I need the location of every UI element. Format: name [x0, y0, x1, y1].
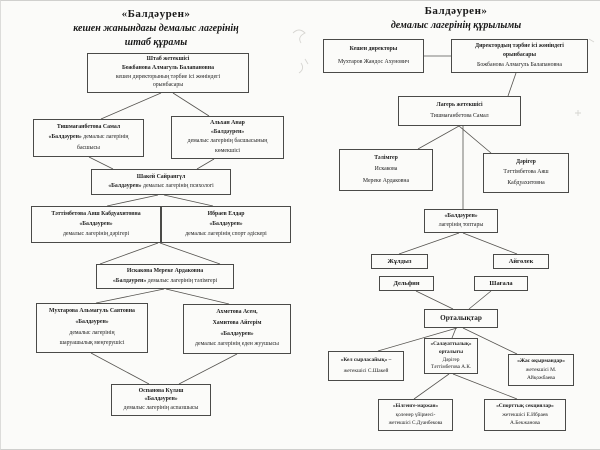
org-box-text-line: орынбасары	[152, 82, 184, 89]
org-box-text-line: Мереке Ардаковна	[362, 177, 410, 184]
org-box-text-line: «Балдәурен»	[79, 220, 113, 227]
org-box-text-line: жетекшісі С.Шакей	[343, 368, 389, 375]
org-box-text-line: Штаб жетекшісі	[146, 56, 190, 63]
org-box-text-line: демалыс лагерінің дәрігері	[62, 230, 130, 237]
org-box-text-line: Дельфин	[393, 279, 420, 287]
org-box-text-line: жетекшісі С.Дуанбекова	[388, 420, 443, 427]
org-box-text-line: Кешен директоры	[349, 46, 398, 53]
org-box-counselor-right	[339, 149, 433, 191]
org-box-doctor-left	[31, 206, 161, 243]
org-box-text-line: көмекшісі	[214, 147, 241, 154]
org-box-text-line: Тәттімбетова Аяш Кабдуахитовна	[51, 210, 141, 217]
org-box-text-line: Тишмағанбетова Самал	[56, 124, 121, 131]
org-box-text-line: Мухтаров Жандос Ахунович	[337, 58, 410, 65]
org-box-text-line: Искакова Мереке Ардаковна	[126, 268, 204, 275]
org-box-text-line: жетекшісі М.	[525, 366, 557, 373]
org-box-text-line: Ахметова Асем,	[216, 309, 258, 316]
org-box-text-line: Альхан Анар	[210, 120, 245, 126]
org-box-text-line: Дәрігер	[516, 158, 536, 165]
org-box-text-line: Божбанова Алмагуль Балапановна	[121, 65, 215, 72]
org-box-text-line: «Кел сырласайық» –	[340, 357, 392, 364]
org-box-text-line: «Жас оқырмандар»	[517, 357, 565, 364]
org-box-center-bilgenge	[378, 399, 453, 431]
org-box-text-line: демалыс лагерінің спорт әдіскері	[185, 230, 267, 237]
right-title-line: Балдәурен»	[424, 5, 488, 17]
org-box-text-line: А.Бекжанова	[510, 420, 540, 427]
org-box-text-line: Ибраев Елдар	[207, 210, 245, 217]
org-box-text-line: кешен директорының тәрбие ісі жөніндегі	[115, 73, 221, 80]
org-box-psychologist	[91, 169, 231, 195]
org-box-text-line: «Балдәурен»	[444, 212, 478, 219]
org-box-group-shagala	[474, 276, 528, 291]
org-box-cleaners	[183, 304, 291, 354]
org-box-deputy-director	[451, 39, 588, 73]
org-box-text-line: Айқожбаева	[526, 375, 555, 382]
org-box-camp-chief	[33, 119, 144, 157]
org-box-text-line: «Балдәурен» демалыс лагерінің психологі	[108, 183, 214, 190]
org-box-text-line: лагерінің топтары	[438, 221, 484, 228]
org-box-text-line: «Салауаттылық»	[430, 341, 472, 348]
org-box-text-line: «Балдәурен»	[144, 396, 178, 403]
org-box-text-line: «Балдәурен» демалыс лагерінің	[48, 134, 129, 141]
left-title-line: «Балдәурен»	[121, 8, 191, 20]
org-box-text-line: Тәттімбетова Аяш	[503, 169, 549, 176]
org-box-group-aigolek	[493, 254, 549, 269]
org-box-center-kel	[328, 351, 404, 381]
org-box-text-line: шаруашылық меңгерушісі	[59, 340, 125, 347]
org-box-text-line: «Спорттық секциялар»	[496, 402, 554, 409]
org-box-text-line: Кабдуахитовна	[507, 180, 545, 187]
org-box-complex-director	[323, 39, 424, 73]
org-box-counselor-left	[96, 264, 234, 289]
org-box-text-line: Лагерь жетекшісі	[436, 101, 483, 108]
org-box-text-line: Жұлдыз	[387, 257, 412, 265]
org-box-text-line: Мухтарова Альмагуль Саятовна	[49, 308, 135, 315]
org-box-center-zhas	[508, 354, 574, 386]
org-box-text-line: «Балдәурен»	[209, 220, 243, 227]
left-page-title	[31, 8, 281, 48]
org-box-text-line: Тәттімбетова А.К.	[430, 364, 472, 371]
org-box-camp-groups	[424, 209, 498, 233]
org-box-group-zhuldyz	[371, 254, 428, 269]
right-title-line: демалыс лагерінің құрылымы	[390, 20, 522, 31]
org-box-centers	[424, 309, 498, 328]
org-box-text-line: Тәлімгер	[374, 155, 398, 162]
org-box-text-line: «Балдәурен»	[75, 319, 109, 326]
org-box-text-line: Шағала	[489, 279, 513, 287]
org-box-text-line: Божбанова Алмагуль Балапановна	[477, 61, 562, 68]
org-box-text-line: Шакей Сайрангүл	[136, 173, 186, 180]
org-box-camp-leader	[398, 96, 521, 126]
right-page-title	[331, 5, 581, 31]
org-box-group-delfin	[379, 276, 434, 291]
org-box-text-line: басшысы	[77, 144, 100, 151]
org-box-text-line: «Білгенге-маржан»	[392, 403, 439, 410]
org-box-text-line: «Балдәурен» демалыс лагерінің тәлімгері	[112, 277, 218, 284]
org-box-text-line: Хамитова Айгерім	[212, 320, 262, 327]
org-box-text-line: қолөнер үйірмесі-	[395, 411, 436, 418]
org-box-text-line: орынбасары	[502, 52, 537, 59]
org-box-text-line: жетекшісі Е.Ибраев	[502, 411, 548, 418]
org-box-text-line: Айгөлек	[508, 257, 534, 265]
left-title-line: кешен жанындағы демалыс лагерінің	[73, 23, 239, 34]
org-box-text-line: «Балдәурен»	[220, 330, 254, 337]
org-box-text-line: демалыс лагерінің басшысының	[187, 138, 268, 145]
org-box-text-line: Дәрігер	[442, 356, 460, 363]
org-box-staff-head	[87, 53, 249, 93]
org-box-doctor-right	[483, 153, 569, 193]
org-box-text-line: Оспанова Күләш	[138, 387, 184, 394]
org-box-text-line: Искакова	[374, 166, 398, 173]
org-box-text-line: демалыс лагерінің аспазшысы	[123, 405, 199, 412]
org-box-center-salauat	[424, 338, 478, 374]
left-title-line: штаб құрамы	[124, 37, 188, 48]
org-box-text-line: Орталықтар	[440, 314, 482, 322]
org-box-center-sport	[484, 399, 566, 431]
org-box-text-line: демалыс лагерінің	[69, 329, 115, 336]
org-box-text-line: «Балдәурен»	[210, 129, 245, 136]
org-box-text-line: орталығы	[438, 348, 464, 355]
org-box-cook	[111, 384, 211, 416]
org-box-household-manager	[36, 303, 148, 353]
org-box-sport-methodist	[161, 206, 291, 243]
org-box-chief-assistant	[171, 116, 284, 159]
org-box-text-line: Директордың тәрбие ісі жөніндегі	[475, 43, 564, 50]
org-box-text-line: демалыс лагерінің еден жуушысы	[195, 341, 279, 348]
org-box-text-line: Тишмағанбетова Самал	[430, 112, 489, 119]
